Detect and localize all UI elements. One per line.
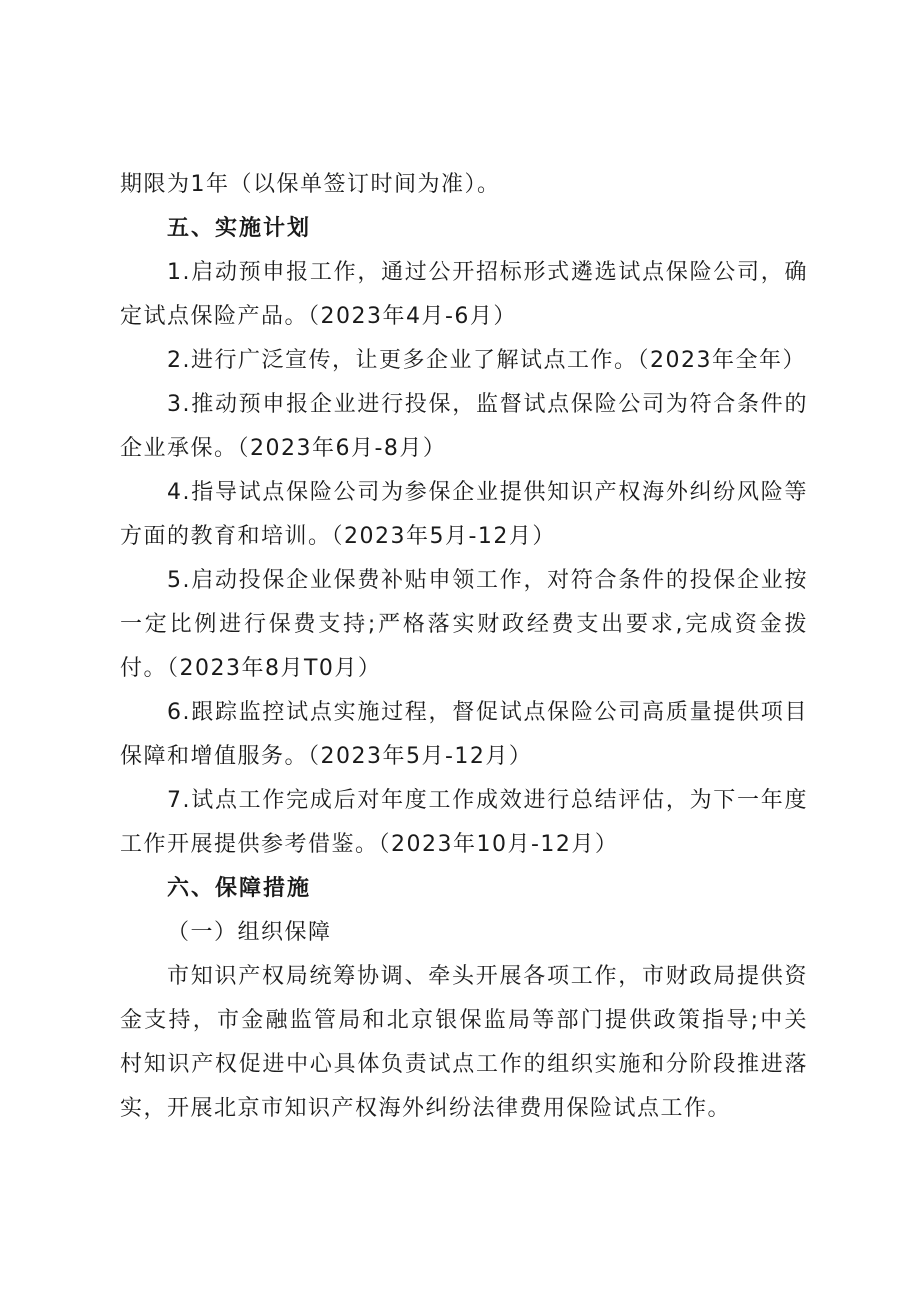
- plan-item-4: 4.指导试点保险公司为参保企业提供知识产权海外纠纷风险等方面的教育和培训。（2023年5月-12月）: [120, 480, 808, 549]
- paragraph-term-limit: 期限为1年（以保单签订时间为准）。: [120, 172, 501, 197]
- plan-item-2: 2.进行广泛宣传，让更多企业了解试点工作。（2023年全年）: [167, 348, 806, 373]
- plan-item-5: 5.启动投保企业保费补贴申领工作，对符合条件的投保企业按一定比例进行保费支持;严格落实财政经费支出要求,完成资金拨付。（2023年8月T0月）: [120, 568, 808, 681]
- document-body: [120, 163, 808, 1131]
- paragraph-organizational-safeguard: 市知识产权局统筹协调、牵头开展各项工作，市财政局提供资金支持，市金融监管局和北京银保监局等部门提供政策指导;中关村知识产权促进中心具体负责试点工作的组织实施和分阶段推进落实，开展北京市知识产权海外纠纷法律费用保险试点工作。: [120, 964, 808, 1121]
- plan-item-3: 3.推动预申报企业进行投保，监督试点保险公司为符合条件的企业承保。（2023年6月-8月）: [120, 392, 808, 461]
- plan-item-7: 7.试点工作完成后对年度工作成效进行总结评估，为下一年度工作开展提供参考借鉴。（2023年10月-12月）: [120, 788, 808, 857]
- section-heading-implementation-plan: 五、实施计划: [167, 216, 312, 241]
- subsection-heading-organizational: （一）组织保障: [167, 920, 332, 945]
- section-heading-safeguards: 六、保障措施: [167, 876, 312, 901]
- plan-item-1: 1.启动预申报工作，通过公开招标形式遴选试点保险公司，确定试点保险产品。（2023年4月-6月）: [120, 260, 808, 329]
- plan-item-6: 6.跟踪监控试点实施过程，督促试点保险公司高质量提供项目保障和增值服务。（2023年5月-12月）: [120, 700, 808, 769]
